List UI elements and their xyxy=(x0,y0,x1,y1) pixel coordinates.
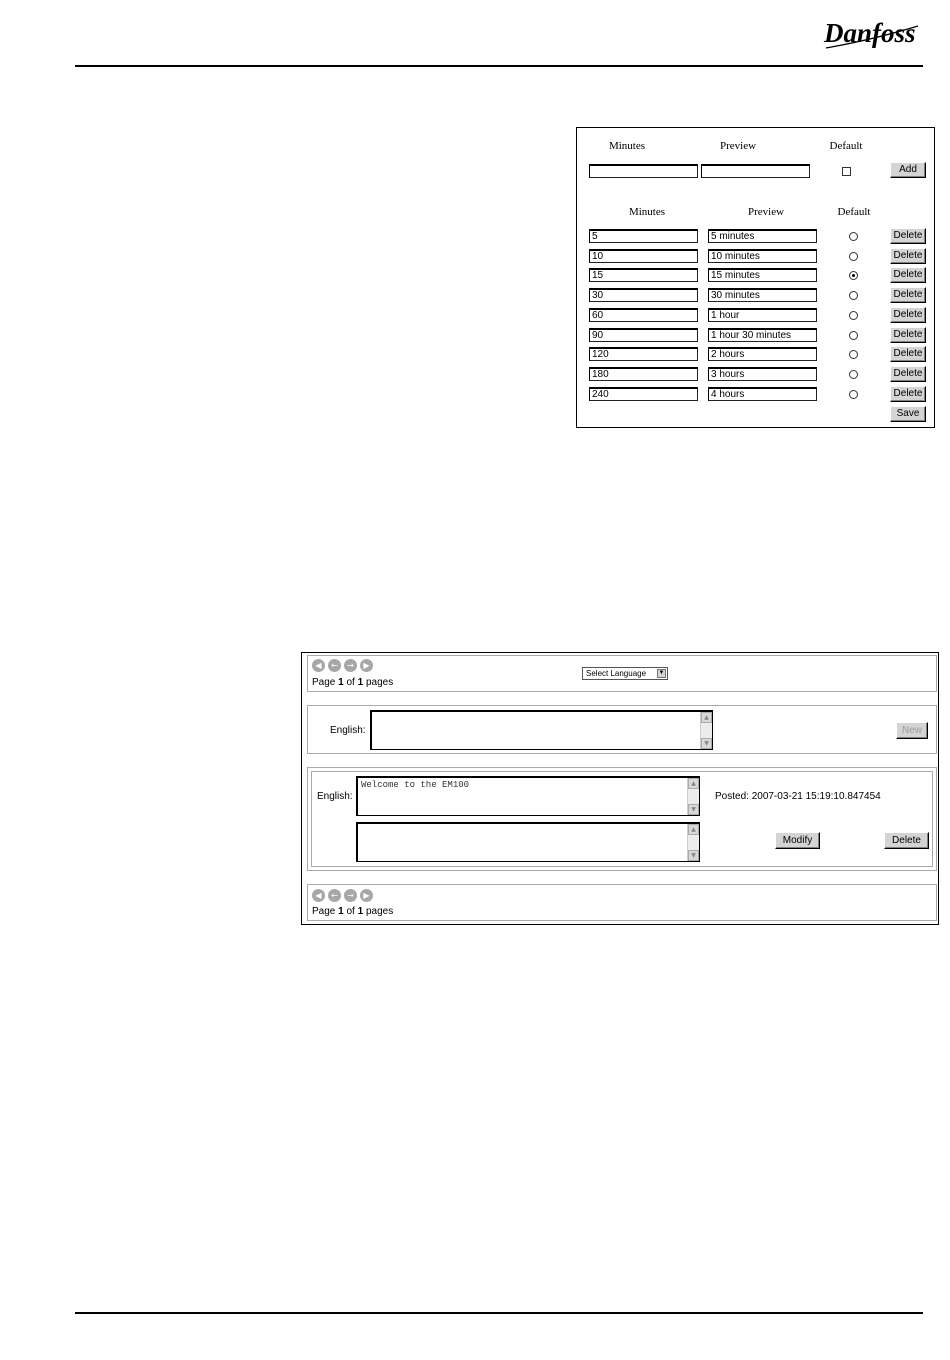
row-minutes-input[interactable]: 90 xyxy=(589,328,698,342)
bottom-page-indicator: Page 1 of 1 pages xyxy=(312,906,394,917)
new-preview-input[interactable] xyxy=(701,164,810,178)
delete-message-button[interactable]: Delete xyxy=(884,832,929,849)
message-second-textarea[interactable] xyxy=(356,822,700,862)
danfoss-logo xyxy=(822,14,922,54)
new-preview-header: Preview xyxy=(719,140,757,152)
row-delete-button[interactable]: Delete xyxy=(890,248,926,264)
previous-page-icon[interactable]: ← xyxy=(328,889,341,902)
row-delete-button[interactable]: Delete xyxy=(890,327,926,343)
scroll-up-icon[interactable]: ▲ xyxy=(688,778,699,789)
row-minutes-input[interactable]: 10 xyxy=(589,249,698,263)
new-message-scrollbar[interactable] xyxy=(700,712,712,749)
row-minutes-input[interactable]: 180 xyxy=(589,367,698,381)
top-pager-bar xyxy=(307,655,937,692)
new-minutes-input[interactable] xyxy=(589,164,698,178)
row-preview-input[interactable]: 4 hours xyxy=(708,387,817,401)
add-button[interactable]: Add xyxy=(890,162,926,178)
scroll-up-icon[interactable]: ▲ xyxy=(701,712,712,723)
timeout-settings-panel xyxy=(576,127,935,428)
new-minutes-header: Minutes xyxy=(608,140,646,152)
scroll-down-icon[interactable]: ▼ xyxy=(701,738,712,749)
row-preview-input[interactable]: 1 hour xyxy=(708,308,817,322)
row-default-radio[interactable] xyxy=(849,331,858,340)
message-text: Welcome to the EM100 xyxy=(361,780,470,790)
minutes-column-header: Minutes xyxy=(628,206,666,218)
new-message-textarea[interactable] xyxy=(370,710,713,750)
row-delete-button[interactable]: Delete xyxy=(890,228,926,244)
top-pager-nav xyxy=(312,659,373,672)
row-default-radio[interactable] xyxy=(849,390,858,399)
row-preview-input[interactable]: 1 hour 30 minutes xyxy=(708,328,817,342)
row-minutes-input[interactable]: 5 xyxy=(589,229,698,243)
dropdown-arrow-icon[interactable]: ▼ xyxy=(658,670,665,676)
new-message-language-label: English: xyxy=(330,725,366,736)
scroll-down-icon[interactable]: ▼ xyxy=(688,804,699,815)
row-minutes-input[interactable]: 15 xyxy=(589,268,698,282)
modify-button[interactable]: Modify xyxy=(775,832,820,849)
new-button[interactable]: New xyxy=(896,722,928,739)
row-delete-button[interactable]: Delete xyxy=(890,267,926,283)
first-page-icon[interactable]: ◀ xyxy=(312,659,325,672)
last-page-icon[interactable]: ▶ xyxy=(360,889,373,902)
row-delete-button[interactable]: Delete xyxy=(890,366,926,382)
row-default-radio[interactable] xyxy=(849,271,858,280)
row-preview-input[interactable]: 10 minutes xyxy=(708,249,817,263)
save-button[interactable]: Save xyxy=(890,406,926,422)
bottom-pager-bar xyxy=(307,884,937,921)
row-minutes-input[interactable]: 60 xyxy=(589,308,698,322)
top-page-indicator: Page 1 of 1 pages xyxy=(312,677,394,688)
previous-page-icon[interactable]: ← xyxy=(328,659,341,672)
last-page-icon[interactable]: ▶ xyxy=(360,659,373,672)
message-item xyxy=(311,771,933,867)
message-textarea[interactable] xyxy=(356,776,700,816)
row-preview-input[interactable]: 15 minutes xyxy=(708,268,817,282)
preview-column-header: Preview xyxy=(747,206,785,218)
row-default-radio[interactable] xyxy=(849,252,858,261)
row-preview-input[interactable]: 3 hours xyxy=(708,367,817,381)
message-board-panel xyxy=(301,652,939,925)
row-default-radio[interactable] xyxy=(849,291,858,300)
row-preview-input[interactable]: 5 minutes xyxy=(708,229,817,243)
row-default-radio[interactable] xyxy=(849,370,858,379)
footer-rule xyxy=(75,1312,923,1314)
row-minutes-input[interactable]: 120 xyxy=(589,347,698,361)
scroll-up-icon[interactable]: ▲ xyxy=(688,824,699,835)
row-preview-input[interactable]: 30 minutes xyxy=(708,288,817,302)
row-default-radio[interactable] xyxy=(849,311,858,320)
bottom-pager-nav xyxy=(312,889,373,902)
row-delete-button[interactable]: Delete xyxy=(890,346,926,362)
header-rule xyxy=(75,65,923,67)
row-delete-button[interactable]: Delete xyxy=(890,386,926,402)
new-message-row xyxy=(307,705,937,754)
next-page-icon[interactable]: → xyxy=(344,889,357,902)
row-minutes-input[interactable]: 30 xyxy=(589,288,698,302)
message-scrollbar[interactable] xyxy=(687,778,699,815)
row-minutes-input[interactable]: 240 xyxy=(589,387,698,401)
posted-timestamp: Posted: 2007-03-21 15:19:10.847454 xyxy=(715,791,881,802)
default-column-header: Default xyxy=(837,206,871,218)
row-preview-input[interactable]: 2 hours xyxy=(708,347,817,361)
new-default-checkbox[interactable] xyxy=(842,167,851,176)
first-page-icon[interactable]: ◀ xyxy=(312,889,325,902)
row-default-radio[interactable] xyxy=(849,350,858,359)
message-language-label: English: xyxy=(317,791,353,802)
svg-text:Danfoss: Danfoss xyxy=(824,18,916,48)
message-second-scrollbar[interactable] xyxy=(687,824,699,861)
row-delete-button[interactable]: Delete xyxy=(890,287,926,303)
language-select[interactable] xyxy=(582,667,668,680)
next-page-icon[interactable]: → xyxy=(344,659,357,672)
scroll-down-icon[interactable]: ▼ xyxy=(688,850,699,861)
language-select-value: Select Language xyxy=(586,669,647,678)
row-default-radio[interactable] xyxy=(849,232,858,241)
row-delete-button[interactable]: Delete xyxy=(890,307,926,323)
message-item-outer xyxy=(307,767,937,871)
new-default-header: Default xyxy=(829,140,863,152)
